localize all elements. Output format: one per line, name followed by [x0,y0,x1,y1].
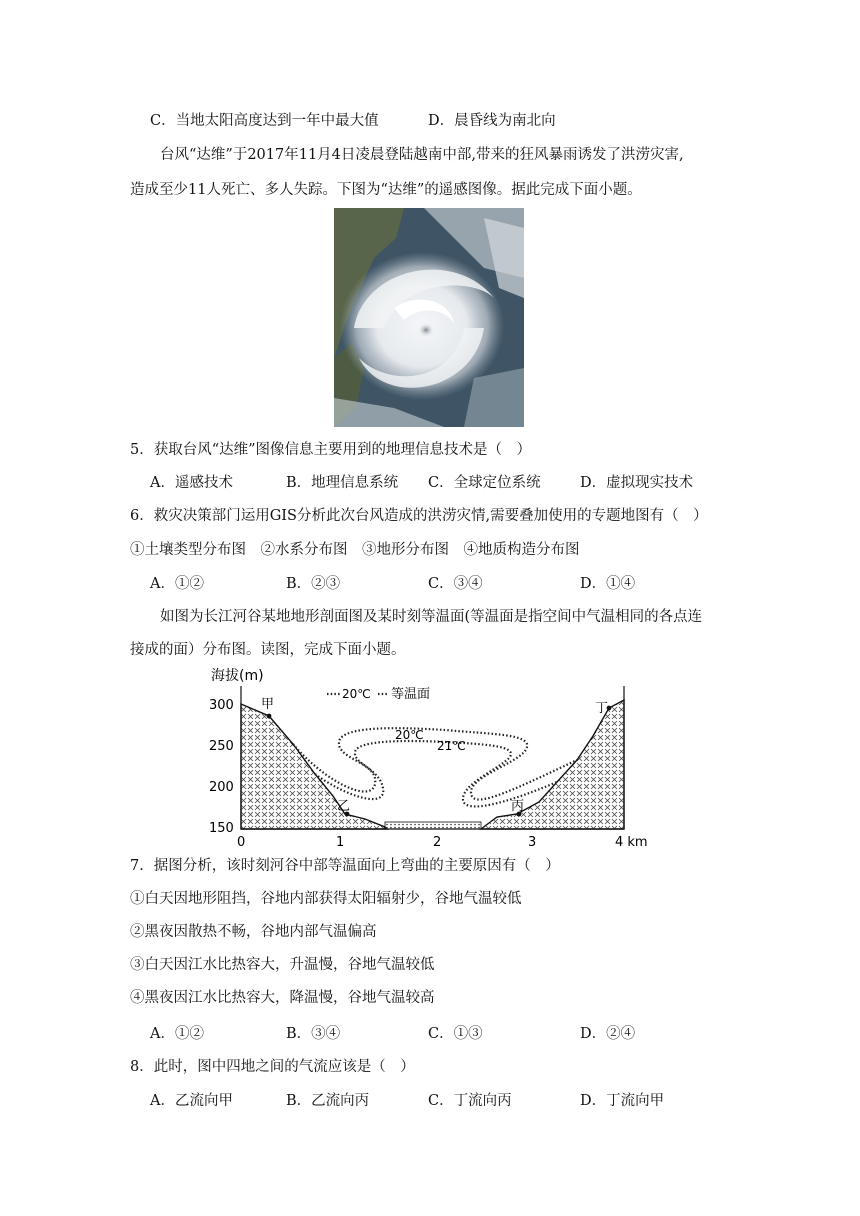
y-tick-200: 200 [209,780,234,795]
x-tick-2: 2 [433,835,442,850]
q6-option-b: B．②③ [286,576,341,592]
valley-profile-figure [205,664,655,856]
q5-stem: 5．获取台风“达维”图像信息主要用到的地理信息技术是（ ） [130,442,532,458]
label-ding: 丁 [595,701,609,716]
q7-stem: 7．据图分析，该时刻河谷中部等温面向上弯曲的主要原因有（ ） [130,858,560,874]
x-tick-3: 3 [528,835,537,850]
point-jia [267,714,272,719]
isotherm-21-label: 21℃ [437,739,466,753]
q6-items: ①土壤类型分布图 ②水系分布图 ③地形分布图 ④地质构造分布图 [130,542,580,558]
q7-option-d: D．②④ [580,1026,636,1042]
q6-option-a: A．①② [150,576,204,592]
y-tick-300: 300 [209,698,234,713]
q5-option-c: C．全球定位系统 [428,475,541,491]
typhoon-satellite-image [334,208,524,427]
q7-option-b: B．③④ [286,1026,341,1042]
legend-sample-value: 20℃ [342,687,371,701]
q6-option-c: C．③④ [428,576,483,592]
q7-statement-4: ④黑夜因江水比热容大，降温慢，谷地气温较高 [130,990,435,1006]
isotherm-21 [315,741,557,806]
q8-option-c: C．丁流向丙 [428,1093,512,1109]
y-axis-label: 海拔(m) [211,668,264,684]
q4-option-d: D．晨昏线为南北向 [428,113,556,129]
label-yi: 乙 [337,799,351,814]
y-tick-150: 150 [209,821,234,836]
q7-option-a: A．①② [150,1026,204,1042]
x-tick-1: 1 [336,835,345,850]
x-tick-4-km: 4 km [615,835,648,850]
q5-option-b: B．地理信息系统 [286,475,399,491]
isotherm-20-label: 20℃ [395,728,424,742]
q6-option-d: D．①④ [580,576,636,592]
passage1-line1: 台风“达维”于2017年11月4日凌晨登陆越南中部,带来的狂风暴雨诱发了洪涝灾害, [160,147,684,163]
passage2-line2: 接成的面）分布图。读图，完成下面小题。 [130,642,406,658]
y-tick-250: 250 [209,739,234,754]
q8-option-d: D．丁流向甲 [580,1093,665,1109]
q4-option-c: C．当地太阳高度达到一年中最大值 [150,113,379,129]
legend-label: 等温面 [391,687,431,702]
q8-option-b: B．乙流向丙 [286,1093,370,1109]
x-tick-0: 0 [237,835,246,850]
q7-option-c: C．①③ [428,1026,483,1042]
q6-stem: 6．救灾决策部门运用GIS分析此次台风造成的洪涝灾情,需要叠加使用的专题地图有（ ） [130,508,708,524]
q8-stem: 8．此时，图中四地之间的气流应该是（ ） [130,1059,415,1075]
q5-option-d: D．虚拟现实技术 [580,475,694,491]
q7-statement-2: ②黑夜因散热不畅，谷地内部气温偏高 [130,924,377,940]
label-jia: 甲 [261,697,275,712]
q5-option-a: A．遥感技术 [150,475,233,491]
q8-option-a: A．乙流向甲 [150,1093,233,1109]
passage2-line1: 如图为长江河谷某地地形剖面图及某时刻等温面(等温面是指空间中气温相同的各点连 [160,609,703,625]
label-bing: 丙 [511,799,525,814]
isotherm-20 [293,728,577,799]
passage1-line2: 造成至少11人死亡、多人失踪。下图为“达维”的遥感图像。据此完成下面小题。 [130,182,642,198]
river [385,822,481,829]
q7-statement-3: ③白天因江水比热容大，升温慢，谷地气温较低 [130,957,435,973]
q7-statement-1: ①白天因地形阻挡，谷地内部获得太阳辐射少，谷地气温较低 [130,891,522,907]
